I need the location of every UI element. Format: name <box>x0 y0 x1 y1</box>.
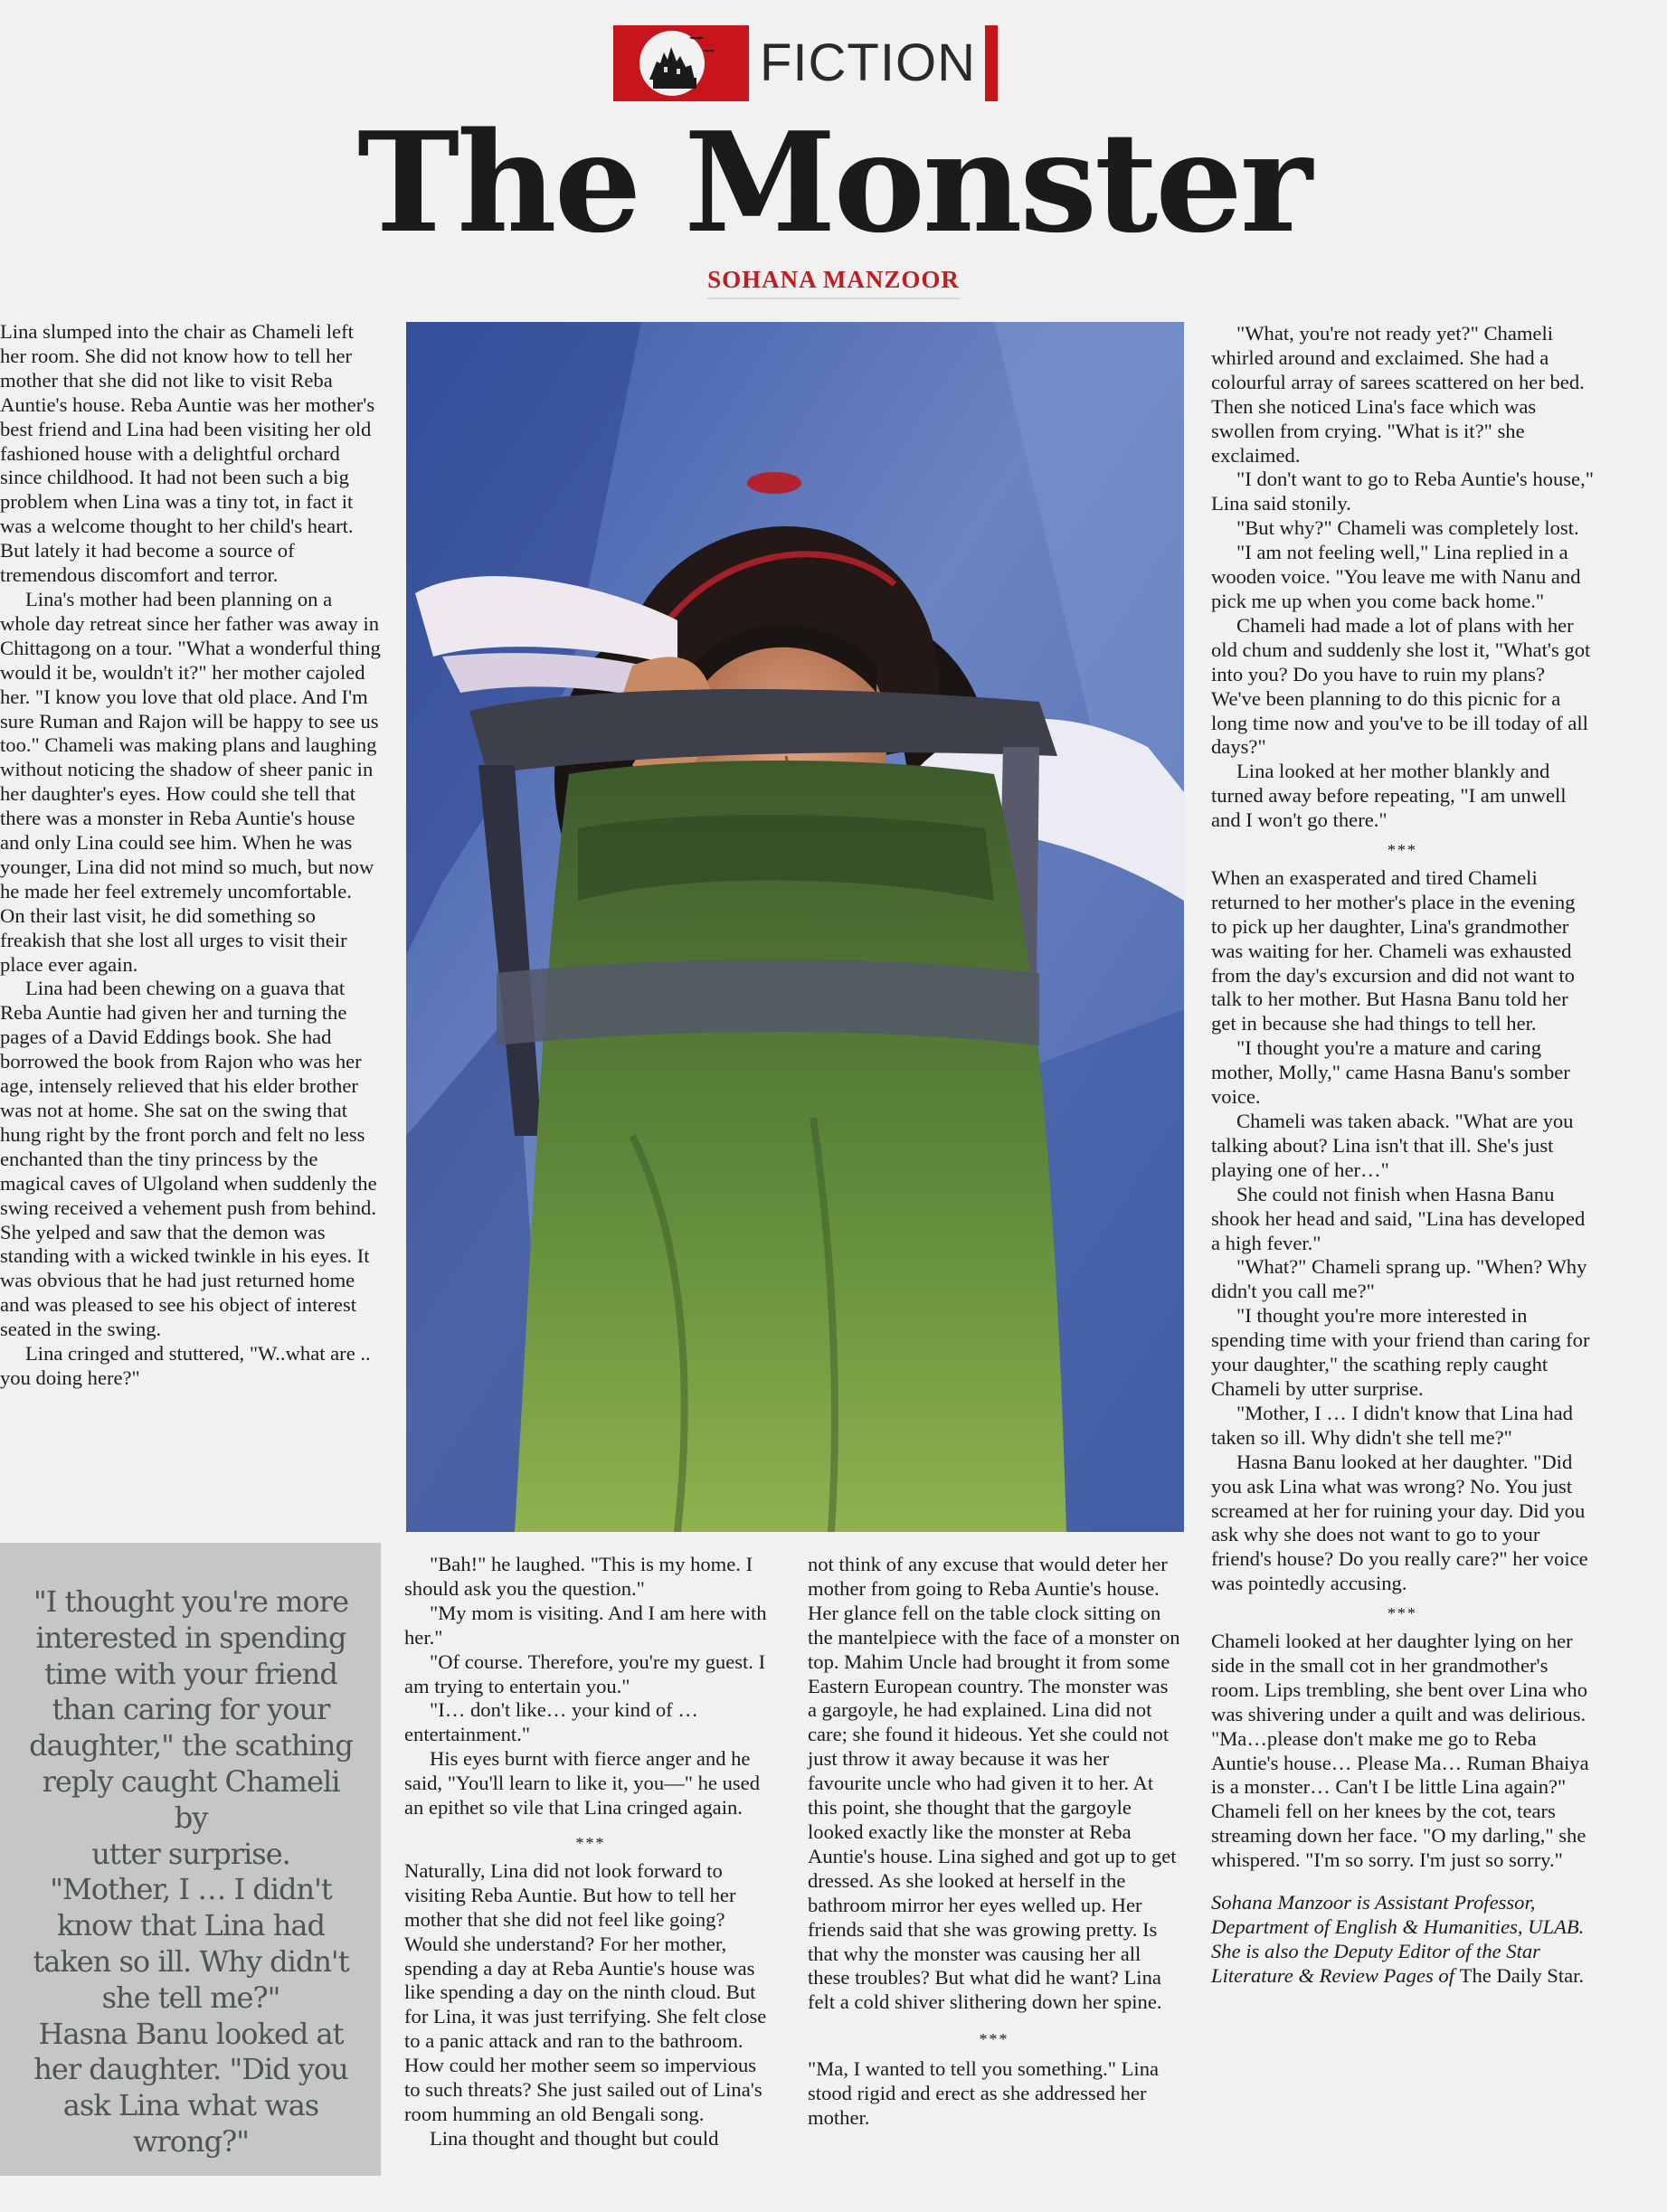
column-4 <box>1211 322 1594 1989</box>
pull-quote-line: reply caught Chameli by <box>42 1763 340 1835</box>
paragraph: "Mother, I … I didn't know that Lina had taken so ill. Why didn't she tell me?" <box>1211 1401 1573 1449</box>
pull-quote-line: time with your friend <box>44 1656 337 1691</box>
pull-quote-line: daughter," the scathing <box>29 1728 353 1763</box>
column-1 <box>0 320 382 1391</box>
paragraph: When an exasperated and tired Chameli returned to her mother's place in the evening to pick up her daughter, Lina's grandmother was waiting for her. Chameli was exhausted from the day's excursion and did not want to talk to her mother. But Hasna Banu told her get in because she had things to tell her. <box>1211 865 1576 1035</box>
pull-quote-line: Hasna Banu looked at <box>38 2016 344 2051</box>
paragraph: Lina slumped into the chair as Chameli left her room. She did not know how to tell her mother that she did not like to visit Reba Auntie's house. Reba Auntie was her mother's best friend and Lina had been visiting her old fashioned house with a delightful orchard since childhood. It had not been such a big problem when Lina was a tiny tot, in fact it was a welcome thought to her child's heart. But lately it had become a source of tremendous discomfort and terror. <box>0 320 375 587</box>
pull-quote-line: "Mother, I … I didn't <box>50 1872 332 1907</box>
story-illustration <box>406 322 1184 1532</box>
paragraph: not think of any excuse that would deter her mother from going to Reba Auntie's house. Her glance fell on the table clock sitting on the mantelpiece with the face of a monster on top. Mahim Uncle had brought it from some Eastern European country. The monster was a gargoyle, he had explained. Lina did not care; she found it hideous. Yet she could not just throw it away because it was her favourite uncle who had given it to her. At this point, she thought that the gargoyle looked exactly like the monster at Reba Auntie's house. Lina sighed and got up to get dressed. As she looked at herself in the bathroom mirror her eyes welled up. Her friends said that she was growing pretty. Is that why the monster was causing her all these troubles? But what did he want? Lina felt a cold shiver slithering down her spine. <box>808 1553 1180 2014</box>
pull-quote <box>27 1584 355 2160</box>
author-name: SOHANA MANZOOR <box>707 266 960 299</box>
paragraph: Chameli looked at her daughter lying on her side in the small cot in her grandmother's room. Lips trembling, she bent over Lina who was shivering under a quilt and was delirious. "Ma…please don't make me go to Reba Auntie's house… Please Ma… Ruman Bhaiya is a monster… Can't I be little Lina again?" Chameli fell on her knees by the cot, tears streaming down her face. "O my darling," she whispered. "I'm so sorry. I'm just so sorry." <box>1211 1630 1589 1872</box>
pull-quote-line: ask Lina what was <box>62 2088 319 2123</box>
story-title: The Monster <box>357 101 1310 263</box>
kicker-label: FICTION <box>760 33 976 92</box>
pull-quote-line: wrong?" <box>133 2123 249 2159</box>
paragraph: Lina cringed and stuttered, "W..what are .. you doing here?" <box>0 1342 371 1389</box>
pull-quote-line: "I thought you're more <box>33 1584 348 1619</box>
section-separator: *** <box>575 1833 606 1852</box>
pull-quote-line: interested in spending <box>35 1620 346 1655</box>
paragraph: "I am not feeling well," Lina replied in a wooden voice. "You leave me with Nanu and pick me up when you come back home." <box>1211 541 1581 612</box>
paragraph: Chameli had made a lot of plans with her old chum and suddenly she lost it, "What's got into you? Do you have to ruin my plans? We've been planning to do this picnic for a long time now and you've to be ill today of all days?" <box>1211 613 1591 759</box>
paragraph: "I… don't like… your kind of … entertainment." <box>404 1698 698 1746</box>
pull-quote-line: taken so ill. Why didn't <box>33 1943 349 1979</box>
publication-name: The Daily Star. <box>1459 1963 1585 1987</box>
paragraph: Chameli was taken aback. "What are you talking about? Lina isn't that ill. She's just playing one of her…" <box>1211 1110 1574 1181</box>
pull-quote-line: than caring for your <box>52 1692 330 1727</box>
byline <box>0 266 1667 299</box>
section-separator: *** <box>1388 841 1417 860</box>
pull-quote-line: she tell me?" <box>101 1980 280 2015</box>
paragraph: "I thought you're more interested in spending time with your friend than caring for your daughter," the scathing reply caught Chameli by utter surprise. <box>1211 1304 1590 1400</box>
paragraph: "What?" Chameli sprang up. "When? Why didn't you call me?" <box>1211 1255 1587 1303</box>
column-3 <box>808 1553 1180 2131</box>
paragraph: Hasna Banu looked at her daughter. "Did you ask Lina what was wrong? No. You just screamed at her for ruining your day. Did you ask why she does not want to go to your friend's house? Do you really care?" her voice was pointedly accusing. <box>1211 1450 1588 1595</box>
pull-quote-line: her daughter. "Did you <box>33 2052 348 2087</box>
paragraph: "I don't want to go to Reba Auntie's house," Lina said stonily. <box>1211 468 1594 515</box>
paragraph: Naturally, Lina did not look forward to visiting Reba Auntie. But how to tell her mother that she did not feel like going? Would she understand? For her mother, spending a day at Reba Auntie's house was like spending a day on the ninth cloud. But for Lina, it was just terrifying. She felt close to a panic attack and ran to the bathroom. How could her mother seem so impervious to such threats? She just sailed out of Lina's room humming an old Bengali song. <box>404 1858 767 2125</box>
pull-quote-line: utter surprise. <box>91 1836 290 1871</box>
section-separator: *** <box>979 2030 1009 2049</box>
section-kicker <box>613 25 998 101</box>
paragraph: Lina thought and thought but could <box>430 2126 719 2150</box>
paragraph: Lina's mother had been planning on a whole day retreat since her father was away in Chittagong on a tour. "What a wonderful thing would it be, wouldn't it?" her mother cajoled her. "I know you love that old place. And I'm sure Ruman and Rajon will be happy to see us too." Chameli was making plans and laughing without noticing the shadow of sheer panic in her daughter's eyes. How could she tell that there was a monster in Reba Auntie's house and only Lina could see him. When he was younger, Lina did not mind so much, but now he made her feel extremely uncomfortable. On their last visit, he did something so freakish that she lost all urges to visit their place ever again. <box>0 587 381 976</box>
paragraph: Lina had been chewing on a guava that Reba Auntie had given her and turning the pages of a David Eddings book. She had borrowed the book from Rajon who was her age, intensely relieved that his elder brother was not at home. She sat on the swing that hung right by the front porch and felt no less enchanted than the tiny princess by the magical caves of Ulgoland when suddenly the swing received a vehement push from behind. She yelped and saw that the demon was standing with a wicked twinkle in his eyes. It was obvious that he had just returned home and was pleased to see his object of interest seated in the swing. <box>0 977 377 1341</box>
paragraph: "Ma, I wanted to tell you something." Lina stood rigid and erect as she addressed her mother. <box>808 2057 1160 2129</box>
paragraph: "But why?" Chameli was completely lost. <box>1236 516 1579 540</box>
paragraph: She could not finish when Hasna Banu shook her head and said, "Lina has developed a high fever." <box>1211 1182 1586 1254</box>
paragraph: "Bah!" he laughed. "This is my home. I should ask you the question." <box>404 1553 753 1600</box>
paragraph: "Of course. Therefore, you're my guest. I am trying to entertain you." <box>404 1650 766 1697</box>
haunted-house-icon <box>613 25 749 101</box>
paragraph: "My mom is visiting. And I am here with her." <box>404 1601 767 1649</box>
paragraph: "What, you're not ready yet?" Chameli whirled around and exclaimed. She had a colourful array of sarees scattered on her bed. Then she noticed Lina's face which was swollen from crying. "What is it?" she exclaimed. <box>1211 322 1585 467</box>
kicker-accent-bar <box>985 25 998 101</box>
author-bio-text: Sohana Manzoor is Assistant Professor, Department of English & Humanities, ULAB. She is also the Deputy Editor of the Star Literature & Review Pages of <box>1211 1891 1585 1987</box>
paragraph: Lina looked at her mother blankly and turned away before repeating, "I am unwell and I won't go there." <box>1211 760 1567 832</box>
column-2 <box>404 1553 777 2151</box>
paragraph: His eyes burnt with fierce anger and he said, "You'll learn to like it, you—" he used an epithet so vile that Lina cringed again. <box>404 1747 760 1820</box>
section-separator: *** <box>1388 1604 1417 1623</box>
author-bio <box>1211 1891 1594 1989</box>
pull-quote-line: know that Lina had <box>57 1908 325 1943</box>
paragraph: "I thought you're a mature and caring mother, Molly," came Hasna Banu's somber voice. <box>1211 1036 1570 1109</box>
